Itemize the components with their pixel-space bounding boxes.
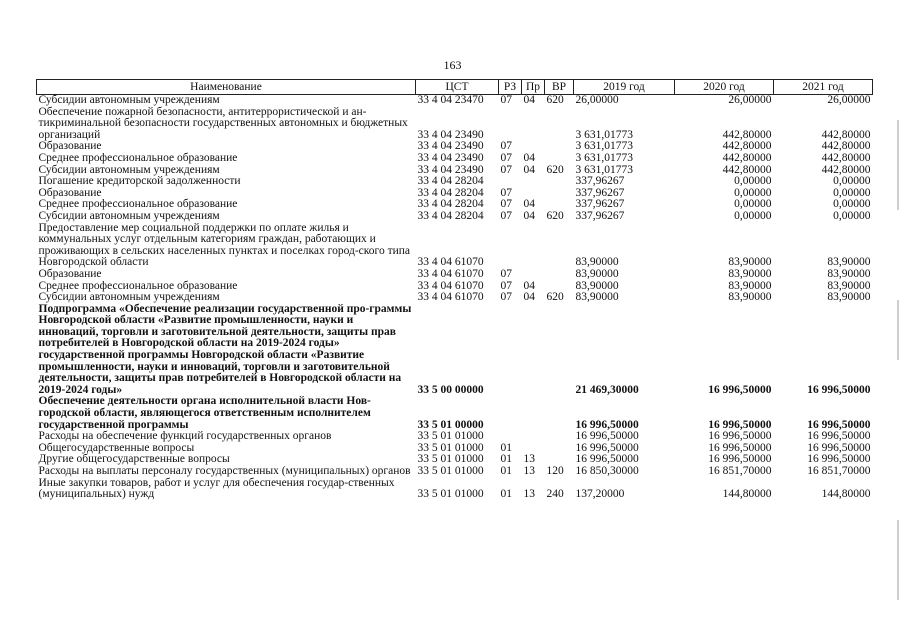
cell-y2021: 16 996,50000 <box>807 418 871 431</box>
cell-y2021: 0,00000 <box>833 186 871 199</box>
cell-y2020: 16 996,50000 <box>708 430 772 443</box>
cell-y2020: 0,00000 <box>734 186 772 199</box>
table-row <box>37 153 873 165</box>
table-row <box>37 466 873 478</box>
cell-name: Субсидии автономным учреждениям <box>38 94 220 106</box>
cell-y2021: 83,90000 <box>827 256 871 269</box>
cell-y2021: 83,90000 <box>827 267 871 280</box>
cell-name: Погашение кредиторской задолженности <box>38 175 241 188</box>
table-header-row <box>37 80 873 95</box>
cell-pr: 04 <box>523 151 535 164</box>
cell-cst: 33 4 04 61070 <box>417 256 484 269</box>
cell-pr: 04 <box>523 209 535 222</box>
cell-cst: 33 4 04 61070 <box>417 279 484 292</box>
cell-y2021: 16 851,70000 <box>807 465 871 477</box>
cell-name: Общегосударственные вопросы <box>38 441 195 454</box>
cell-y2020: 144,80000 <box>722 488 772 501</box>
cell-vr: 620 <box>546 163 564 176</box>
cell-pr <box>522 269 545 281</box>
cell-rz: 01 <box>500 488 512 501</box>
cell-y2021: 0,00000 <box>833 175 871 188</box>
cell-y2021: 0,00000 <box>833 209 871 222</box>
cell-y2021: 26,00000 <box>827 94 871 106</box>
header-name: Наименование <box>37 80 416 95</box>
cell-cst: 33 4 04 23490 <box>417 163 484 176</box>
cell-rz: 07 <box>500 94 512 106</box>
cell-rz: 07 <box>500 163 512 176</box>
cell-y2021: 442,80000 <box>821 140 871 153</box>
cell-name: Субсидии автономным учреждениям <box>38 163 220 176</box>
cell-rz: 07 <box>500 209 512 222</box>
cell-vr <box>545 304 574 397</box>
cell-y2019: 16 996,50000 <box>575 430 639 443</box>
budget-table <box>36 79 873 501</box>
cell-vr: 120 <box>546 465 564 477</box>
cell-pr: 13 <box>523 453 535 466</box>
cell-pr <box>522 176 545 188</box>
cell-vr <box>545 107 574 142</box>
cell-y2019: 337,96267 <box>575 209 625 222</box>
cell-y2021: 16 996,50000 <box>807 453 871 466</box>
cell-vr <box>545 396 574 431</box>
cell-pr: 04 <box>523 163 535 176</box>
cell-y2019: 16 996,50000 <box>575 441 639 454</box>
scan-edge-mark <box>897 120 899 210</box>
cell-y2020: 0,00000 <box>734 175 772 188</box>
cell-y2019: 21 469,30000 <box>575 383 639 396</box>
cell-name: Образование <box>38 140 102 153</box>
header-vr: ВР <box>545 80 574 95</box>
cell-vr: 620 <box>546 291 564 304</box>
cell-vr <box>545 269 574 281</box>
cell-vr: 620 <box>546 94 564 106</box>
header-cst: ЦСТ <box>416 80 499 95</box>
cell-y2019: 3 631,01773 <box>575 151 633 164</box>
cell-name: Подпрограмма «Обеспечение реализации государственной про-граммы Новгородской области «Развитие промышленности, науки и инноваций, торговли и заготовительной деятельности, защиты прав потребителей в Новгородской области на 2019-2024 годы» государственной программы Новгородской области «Развитие промышленности, науки и инноваций, торговли и заготовительной деятельности, защиты прав потребителей в Новгородской области на 2019-2024 годы» <box>38 302 412 396</box>
cell-y2020: 16 996,50000 <box>708 418 772 431</box>
cell-y2021: 16 996,50000 <box>807 383 871 396</box>
cell-y2020: 16 996,50000 <box>708 441 772 454</box>
cell-cst: 33 5 01 01000 <box>417 465 484 477</box>
scan-edge-mark <box>897 300 899 360</box>
cell-cst: 33 4 04 28204 <box>417 175 484 188</box>
cell-cst: 33 4 04 61070 <box>417 291 484 304</box>
cell-rz: 01 <box>500 465 512 477</box>
cell-pr <box>522 396 545 431</box>
cell-y2019: 16 996,50000 <box>575 418 639 431</box>
cell-y2020: 16 996,50000 <box>708 383 772 396</box>
table-row <box>37 292 873 304</box>
cell-pr: 04 <box>523 279 535 292</box>
cell-cst: 33 4 04 23490 <box>417 140 484 153</box>
header-2020: 2020 год <box>675 80 774 95</box>
cell-y2019: 3 631,01773 <box>575 163 633 176</box>
cell-pr <box>522 107 545 142</box>
cell-y2019: 337,96267 <box>575 186 625 199</box>
cell-cst: 33 5 00 00000 <box>417 383 484 396</box>
cell-pr: 13 <box>523 465 535 477</box>
cell-y2020: 83,90000 <box>728 291 772 304</box>
table-row <box>37 223 873 269</box>
cell-name: Субсидии автономным учреждениям <box>38 209 220 222</box>
cell-name: Среднее профессиональное образование <box>38 151 238 164</box>
cell-y2021: 83,90000 <box>827 279 871 292</box>
cell-cst: 33 4 04 23470 <box>417 94 484 106</box>
cell-rz: 07 <box>500 151 512 164</box>
cell-y2019: 137,20000 <box>575 488 625 501</box>
table-row <box>37 396 873 431</box>
cell-vr: 620 <box>546 209 564 222</box>
cell-y2021: 442,80000 <box>821 128 871 141</box>
cell-y2019: 337,96267 <box>575 198 625 211</box>
cell-name: Образование <box>38 267 102 280</box>
cell-y2021: 144,80000 <box>821 488 871 501</box>
cell-pr: 04 <box>523 198 535 211</box>
cell-name: Среднее профессиональное образование <box>38 279 238 292</box>
cell-y2020: 26,00000 <box>728 94 772 106</box>
cell-y2019: 83,90000 <box>575 256 619 269</box>
cell-cst: 33 5 01 01000 <box>417 453 484 466</box>
cell-name: Субсидии автономным учреждениям <box>38 291 220 304</box>
cell-cst: 33 5 01 01000 <box>417 488 484 501</box>
cell-vr <box>545 176 574 188</box>
header-pr: Пр <box>522 80 545 95</box>
cell-name: Образование <box>38 186 102 199</box>
cell-name: Другие общегосударственные вопросы <box>38 453 230 466</box>
cell-cst: 33 5 01 01000 <box>417 441 484 454</box>
cell-rz: 07 <box>500 198 512 211</box>
cell-y2019: 3 631,01773 <box>575 140 633 153</box>
table-row <box>37 107 873 142</box>
table-row <box>37 304 873 397</box>
cell-cst: 33 5 01 00000 <box>417 418 484 431</box>
cell-cst: 33 4 04 61070 <box>417 267 484 280</box>
cell-rz: 07 <box>500 140 512 153</box>
cell-vr <box>545 141 574 153</box>
cell-rz: 01 <box>500 453 512 466</box>
cell-vr <box>545 431 574 443</box>
cell-y2020: 16 996,50000 <box>708 453 772 466</box>
cell-vr <box>545 188 574 200</box>
cell-y2021: 83,90000 <box>827 291 871 304</box>
cell-rz: 01 <box>500 441 512 454</box>
cell-y2021: 442,80000 <box>821 151 871 164</box>
table-row <box>37 176 873 188</box>
cell-vr: 240 <box>546 488 564 501</box>
cell-y2021: 0,00000 <box>833 198 871 211</box>
cell-cst: 33 4 04 23490 <box>417 151 484 164</box>
cell-y2020: 83,90000 <box>728 279 772 292</box>
cell-y2020: 442,80000 <box>722 151 772 164</box>
cell-y2019: 83,90000 <box>575 267 619 280</box>
cell-vr <box>545 153 574 165</box>
cell-y2021: 16 996,50000 <box>807 441 871 454</box>
cell-name: Иные закупки товаров, работ и услуг для обеспечения государ-ственных (муниципальных) нужд <box>38 476 395 501</box>
cell-y2020: 83,90000 <box>728 267 772 280</box>
cell-pr: 13 <box>523 488 535 501</box>
header-2021: 2021 год <box>774 80 873 95</box>
cell-y2019: 83,90000 <box>575 291 619 304</box>
cell-rz: 07 <box>500 279 512 292</box>
cell-y2020: 442,80000 <box>722 140 772 153</box>
cell-rz <box>499 304 522 397</box>
cell-y2019: 16 850,30000 <box>575 465 639 477</box>
cell-y2019: 16 996,50000 <box>575 453 639 466</box>
cell-y2019: 3 631,01773 <box>575 128 633 141</box>
cell-rz <box>499 107 522 142</box>
cell-pr <box>522 431 545 443</box>
cell-y2020: 16 851,70000 <box>708 465 772 477</box>
cell-pr: 04 <box>523 291 535 304</box>
cell-name: Обеспечение деятельности органа исполнительной власти Нов-городской области, являющегося ответственным исполнителем государственной программы <box>38 395 371 431</box>
cell-cst: 33 4 04 28204 <box>417 198 484 211</box>
table-row <box>37 478 873 501</box>
cell-cst: 33 4 04 28204 <box>417 209 484 222</box>
cell-rz <box>499 223 522 269</box>
cell-name: Расходы на выплаты персоналу государственных (муниципальных) органов <box>38 465 411 477</box>
cell-rz <box>499 396 522 431</box>
cell-name: Предоставление мер социальной поддержки по оплате жилья и коммунальных услуг отдельным категориям граждан, работающих и проживающих в сельских населенных пунктах и поселках город-ского типа Новгородской области <box>38 221 411 269</box>
cell-pr <box>522 304 545 397</box>
cell-y2020: 83,90000 <box>728 256 772 269</box>
cell-y2020: 442,80000 <box>722 128 772 141</box>
cell-y2019: 337,96267 <box>575 175 625 188</box>
cell-name: Расходы на обеспечение функций государственных органов <box>38 430 332 443</box>
cell-y2020: 0,00000 <box>734 209 772 222</box>
header-2019: 2019 год <box>574 80 675 95</box>
table-row <box>37 95 873 107</box>
cell-vr <box>545 223 574 269</box>
cell-pr <box>522 223 545 269</box>
cell-cst: 33 5 01 01000 <box>417 430 484 443</box>
table-row <box>37 269 873 281</box>
page-number: 163 <box>443 58 462 72</box>
cell-y2019: 83,90000 <box>575 279 619 292</box>
cell-y2019: 26,00000 <box>575 94 619 106</box>
cell-rz <box>499 176 522 188</box>
table-row <box>37 211 873 223</box>
scan-edge-mark <box>897 520 899 600</box>
cell-cst: 33 4 04 23490 <box>417 128 484 141</box>
header-rz: РЗ <box>499 80 522 95</box>
cell-y2020: 442,80000 <box>722 163 772 176</box>
cell-rz: 07 <box>500 186 512 199</box>
cell-y2021: 442,80000 <box>821 163 871 176</box>
table-body <box>37 95 873 501</box>
cell-y2021: 16 996,50000 <box>807 430 871 443</box>
cell-rz: 07 <box>500 291 512 304</box>
cell-rz: 07 <box>500 267 512 280</box>
cell-y2020: 0,00000 <box>734 198 772 211</box>
cell-cst: 33 4 04 28204 <box>417 186 484 199</box>
cell-pr: 04 <box>523 94 535 106</box>
cell-vr <box>545 443 574 455</box>
cell-name: Обеспечение пожарной безопасности, антитеррористической и ан-тикриминальной безопасности государственных автономных и бюджетных организаций <box>38 105 408 141</box>
cell-name: Среднее профессиональное образование <box>38 198 238 211</box>
